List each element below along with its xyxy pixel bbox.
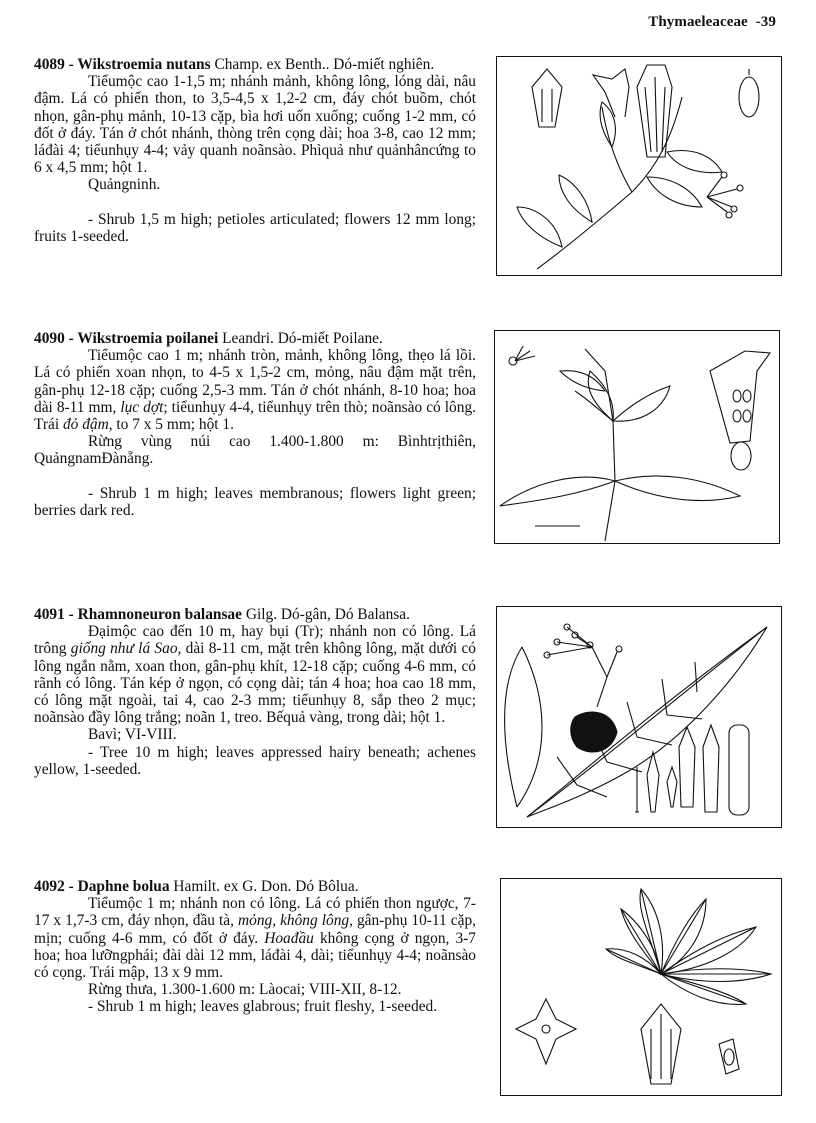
running-head [648, 14, 776, 31]
entry-number: 4090 [34, 330, 65, 347]
author-vernacular: Leandri. Dó-miết Poilane. [222, 330, 383, 347]
english-summary: - Shrub 1 m high; leaves membranous; flowers light green; berries dark red. [34, 484, 476, 519]
running-head-separator: - [755, 14, 761, 30]
illustration-daphne-bolua [500, 878, 782, 1096]
illustration-rhamnoneuron-balansae [496, 606, 782, 828]
running-head-family: Thymaeleaceae [648, 14, 748, 30]
entry-number: 4089 [34, 56, 65, 73]
italic-term: Hoađầu [264, 929, 314, 947]
entry-4092 [34, 878, 476, 1016]
english-summary: - Shrub 1,5 m high; petioles articulated; flowers 12 mm long; fruits 1-seeded. [34, 210, 476, 245]
entry-4089 [34, 56, 476, 245]
entry-4091 [34, 606, 476, 778]
description: Tiểumộc cao 1 m; nhánh tròn, mảnh, không lông, thẹo lá lồi. Lá có phiến xoan nhọn, to 4-5 x 1,5-2 cm, mỏng, nâu đậm mặt trên, gân-phụ 12-18 cặp; cuống 2,5-3 mm. Tán ở chót nhánh, 8-10 hoa; hoa dài 8-11 mm, lục dợt; tiểunhụy 4-4, tiểunhụy trên thò; noãnsào có lông. Trái đỏ đậm, to 7 x 5 mm; hột 1. [34, 347, 476, 434]
english-summary: - Tree 10 m high; leaves appressed hairy beneath; achenes yellow, 1-seeded. [34, 743, 476, 778]
description: Tiểumộc cao 1-1,5 m; nhánh mảnh, không lông, lóng dài, nâu đậm. Lá có phiến thon, to 3,5-4,5 x 1,2-2 cm, đáy chót buồm, chót nhọn, gân-phụ mảnh, 10-13 cặp, bìa hơi uốn xuống; cuống 1-2 mm, có đốt ở đáy. Tán ở chót nhánh, thòng trên cọng dài; hoa 3-8, cao 12 mm; láđài 4; tiểunhụy 4-4; vảy quanh noãnsào. Phìquả như quảnhâncứng to 6 x 4,5 mm; hột 1. [34, 73, 476, 177]
description: Tiểumộc 1 m; nhánh non có lông. Lá có phiến thon ngược, 7-17 x 1,7-3 cm, đáy nhọn, đầu tà, mỏng, không lông, gân-phụ 10-11 cặp, mịn; cuống 4-6 mm, có đốt ở đáy. Hoađầu không cọng ở ngọn, 3-7 hoa; hoa lưỡngphái; đài dài 12 mm, láđài 4, dài; tiểunhụy 4-4; noãnsào có cọng. Trái mập, 13 x 9 mm. [34, 895, 476, 982]
locality: Rừng vùng núi cao 1.400-1.800 m: Bìnhtrịthiên, QuảngnamĐànẵng. [34, 433, 476, 468]
description: Đạimộc cao đến 10 m, hay bụi (Tr); nhánh non có lông. Lá trông giống như lá Sao, dài 8-11 cm, mặt trên không lông, mặt dưới có lông ngắn nằm, xoan thon, gân-phụ khít, 12-18 cặp; cuống 4-6 mm, có rãnh có lông. Tán kép ở ngọn, có cọng dài; tán 4 hoa; hoa cao 18 mm, có lông mặt ngoài, tai 4, cao 2-3 mm; tiểunhụy 8, sắp theo 2 mục; noãnsào đầy lông trắng; noãn 1, treo. Bếquả vàng, trong dài; hột 1. [34, 623, 476, 727]
illustration-wikstroemia-poilanei [494, 330, 780, 544]
scientific-name: Rhamnoneuron balansae [77, 606, 242, 623]
author-vernacular: Champ. ex Benth.. Dó-miết nghiên. [214, 56, 435, 73]
italic-term: giống như lá Sao [70, 640, 178, 658]
entry-number: 4091 [34, 606, 65, 623]
english-summary: - Shrub 1 m high; leaves glabrous; fruit fleshy, 1-seeded. [88, 998, 438, 1016]
entry-heading: 4092 - Daphne bolua Hamilt. ex G. Don. Dó Bôlua. [34, 878, 359, 895]
page-number: 39 [760, 14, 776, 30]
italic-term: mỏng, không lông [238, 912, 350, 930]
scientific-name: Daphne bolua [77, 878, 170, 895]
author-vernacular: Gilg. Dó-gân, Dó Balansa. [245, 606, 410, 623]
entry-4090 [34, 330, 476, 519]
author-vernacular: Hamilt. ex G. Don. Dó Bôlua. [173, 878, 359, 895]
italic-term: đỏ đậm [62, 416, 109, 434]
entry-number: 4092 [34, 878, 65, 895]
entry-heading: 4091 - Rhamnoneuron balansae Gilg. Dó-gân, Dó Balansa. [34, 606, 410, 623]
scientific-name: Wikstroemia poilanei [77, 330, 219, 347]
scientific-name: Wikstroemia nutans [77, 56, 211, 73]
entry-heading: 4090 - Wikstroemia poilanei Leandri. Dó-miết Poilane. [34, 330, 383, 347]
locality: Rừng thưa, 1.300-1.600 m: Làocai; VIII-XII, 8-12. [88, 981, 402, 999]
illustration-wikstroemia-nutans [496, 56, 782, 276]
locality: Quảngninh. [88, 176, 161, 194]
italic-term: lục dợt [120, 398, 164, 416]
entry-heading: 4089 - Wikstroemia nutans Champ. ex Benth.. Dó-miết nghiên. [34, 56, 435, 73]
locality: Bavì; VI-VIII. [88, 726, 177, 744]
